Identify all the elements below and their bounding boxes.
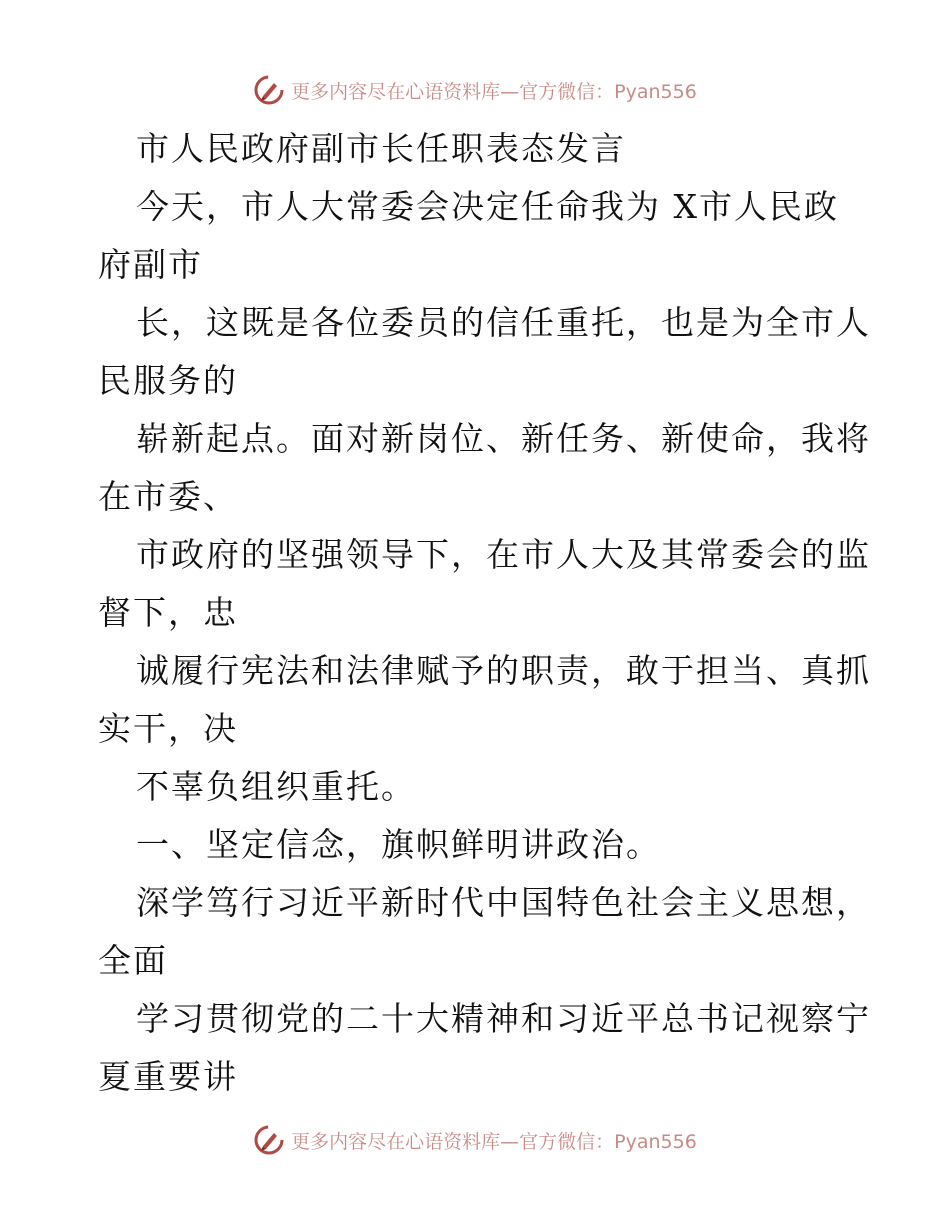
- paragraph-line: 今天，市人大常委会决定任命我为 X市人民政: [136, 187, 839, 226]
- paragraph-line: 实干，决: [98, 709, 238, 748]
- paragraph-line: 在市委、: [98, 477, 238, 516]
- watermark-text: 更多内容尽在心语资料库—官方微信：Pyan556: [291, 80, 697, 103]
- document-title: 市人民政府副市长任职表态发言: [136, 129, 626, 168]
- paragraph-line: 夏重要讲: [98, 1057, 238, 1096]
- paragraph-line: 长，这既是各位委员的信任重托，也是为全市人: [136, 303, 871, 342]
- paragraph-line: 学习贯彻党的二十大精神和习近平总书记视察宁: [136, 999, 871, 1038]
- paragraph-line: 全面: [98, 941, 168, 980]
- paragraph-line: 民服务的: [98, 361, 238, 400]
- paragraph-line: 深学笃行习近平新时代中国特色社会主义思想，: [136, 883, 871, 922]
- pen-swirl-logo-icon: [253, 74, 285, 106]
- watermark-footer: [0, 1120, 950, 1160]
- paragraph-line: 不辜负组织重托。: [136, 767, 416, 806]
- watermark-header: [0, 70, 950, 110]
- watermark-text: 更多内容尽在心语资料库—官方微信：Pyan556: [291, 1130, 697, 1153]
- paragraph-line: 府副市: [98, 245, 203, 284]
- paragraph-line: 督下，忠: [98, 593, 238, 632]
- document-body: [98, 120, 871, 1106]
- paragraph-line: 市政府的坚强领导下，在市人大及其常委会的监: [136, 535, 871, 574]
- paragraph-line: 崭新起点。面对新岗位、新任务、新使命，我将: [136, 419, 871, 458]
- paragraph-line: 诚履行宪法和法律赋予的职责，敢于担当、真抓: [136, 651, 871, 690]
- section-heading: 一、坚定信念，旗帜鲜明讲政治。: [136, 825, 661, 864]
- pen-swirl-logo-icon: [253, 1124, 285, 1156]
